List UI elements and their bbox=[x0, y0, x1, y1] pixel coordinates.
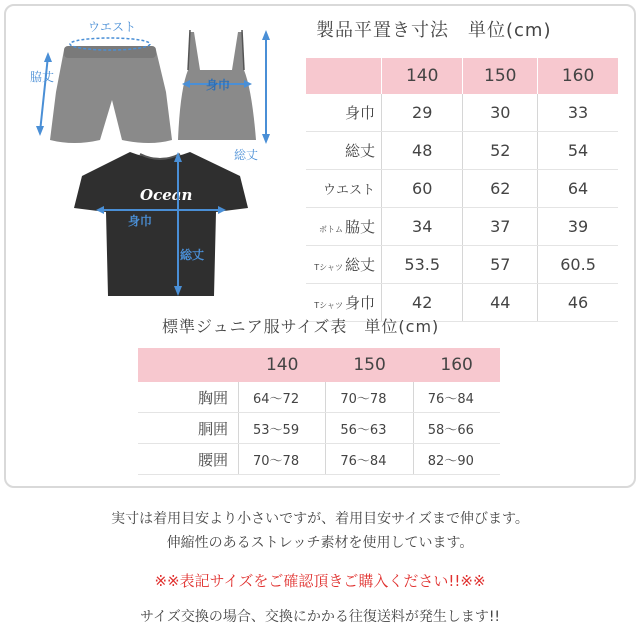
table-row: Tシャツ 身巾 42 44 46 bbox=[306, 284, 618, 322]
junior-table-title: 標準ジュニア服サイズ表 単位(cm) bbox=[162, 317, 440, 336]
table-row: 胴囲 53〜59 56〜63 58〜66 bbox=[138, 413, 500, 444]
tshirt-drawing bbox=[74, 152, 248, 296]
row-label: 総丈 bbox=[306, 132, 382, 170]
side-length-label: 脇丈 bbox=[30, 70, 55, 84]
size-header: 150 bbox=[326, 348, 413, 382]
junior-size-table bbox=[138, 348, 500, 475]
note-line-2: 伸縮性のあるストレッチ素材を使用しています。 bbox=[166, 535, 474, 551]
table-row: 胸囲 64〜72 70〜78 76〜84 bbox=[138, 382, 500, 413]
table-row: Tシャツ 総丈 53.5 57 60.5 bbox=[306, 246, 618, 284]
product-table-title: 製品平置き寸法 単位(cm) bbox=[316, 20, 552, 41]
product-size-table bbox=[306, 58, 618, 322]
row-label: Tシャツ 総丈 bbox=[306, 246, 382, 284]
waist-label: ウエスト bbox=[88, 20, 137, 34]
row-label: 身巾 bbox=[306, 94, 382, 132]
row-label: 胴囲 bbox=[138, 413, 239, 444]
table-header-row bbox=[306, 58, 618, 94]
table-row: 身巾 29 30 33 bbox=[306, 94, 618, 132]
warning-line: ※※表記サイズをご確認頂きご購入ください!!※※ bbox=[154, 572, 486, 590]
row-label: ボトム 脇丈 bbox=[306, 208, 382, 246]
row-label: Tシャツ 身巾 bbox=[306, 284, 382, 322]
size-header: 140 bbox=[239, 348, 326, 382]
note-line-1: 実寸は着用目安より小さいですが、着用目安サイズまで伸びます。 bbox=[111, 511, 529, 527]
table-row: ボトム 脇丈 34 37 39 bbox=[306, 208, 618, 246]
camisole-width-label: 身巾 bbox=[206, 78, 231, 92]
shorts-drawing bbox=[36, 38, 172, 143]
row-label: ウエスト bbox=[306, 170, 382, 208]
row-label: 腰囲 bbox=[138, 444, 239, 475]
tshirt-print: Ocean bbox=[140, 186, 193, 204]
tshirt-length-label: 総丈 bbox=[180, 248, 205, 262]
table-row: 腰囲 70〜78 76〜84 82〜90 bbox=[138, 444, 500, 475]
tshirt-width-label: 身巾 bbox=[128, 214, 153, 228]
camisole-length-label: 総丈 bbox=[234, 148, 259, 162]
table-header-row bbox=[138, 348, 500, 382]
size-header: 160 bbox=[538, 58, 618, 94]
note-line-3: サイズ交換の場合、交換にかかる往復送料が発生します!! bbox=[139, 609, 501, 625]
size-header: 140 bbox=[382, 58, 463, 94]
size-header: 160 bbox=[413, 348, 500, 382]
row-label: 胸囲 bbox=[138, 382, 239, 413]
table-row: 総丈 48 52 54 bbox=[306, 132, 618, 170]
table-row: ウエスト 60 62 64 bbox=[306, 170, 618, 208]
size-header: 150 bbox=[463, 58, 538, 94]
